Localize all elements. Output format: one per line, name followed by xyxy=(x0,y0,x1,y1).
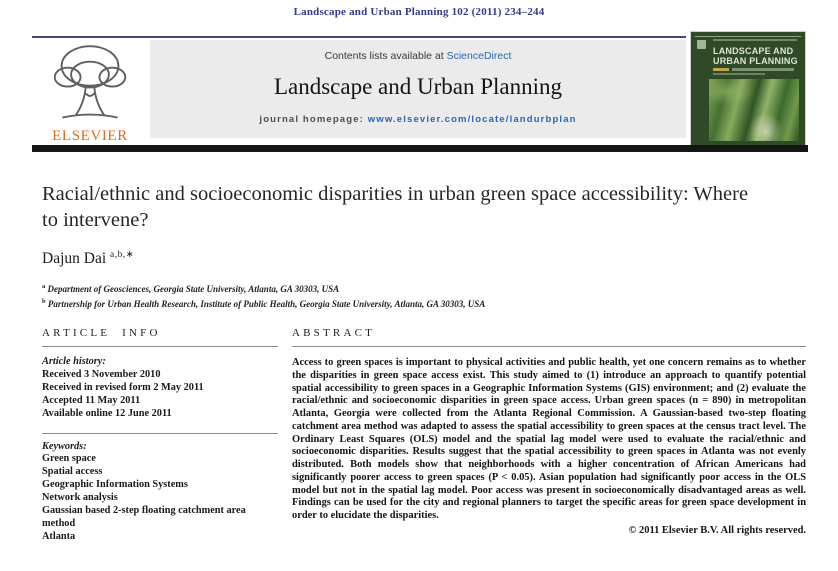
affiliation-b xyxy=(42,296,485,311)
article-info-rule xyxy=(42,346,278,347)
contents-prefix: Contents lists available at xyxy=(324,50,447,62)
affiliation-b-mark: b xyxy=(42,297,46,305)
article-history-label: Article history: xyxy=(42,356,106,367)
info-abstract-section xyxy=(42,327,806,544)
abstract-rule xyxy=(292,346,806,347)
homepage-line xyxy=(150,114,686,125)
article-info-column xyxy=(42,327,278,544)
article-info-heading: ARTICLE INFO xyxy=(42,327,161,339)
affiliation-a xyxy=(42,281,485,296)
sciencedirect-link[interactable]: ScienceDirect xyxy=(446,50,512,62)
keyword-item: Gaussian based 2-step floating catchment area method xyxy=(42,505,246,529)
keywords-block xyxy=(42,441,278,544)
copyright-line: © 2011 Elsevier B.V. All rights reserved. xyxy=(628,524,806,536)
cover-top-rule xyxy=(695,36,801,37)
author-line xyxy=(42,249,134,268)
keywords-rule xyxy=(42,433,278,434)
history-available-online: Available online 12 June 2011 xyxy=(42,407,172,419)
cover-title-line1: LANDSCAPE AND xyxy=(713,46,794,56)
journal-title: Landscape and Urban Planning xyxy=(273,74,563,99)
keyword-item: Green space xyxy=(42,453,96,465)
history-accepted: Accepted 11 May 2011 xyxy=(42,394,141,406)
cover-title-line2: URBAN PLANNING xyxy=(713,55,798,66)
running-head-citation: Landscape and Urban Planning 102 (2011) 234–244 xyxy=(293,6,545,18)
affiliations-block xyxy=(42,281,485,310)
homepage-prefix: journal homepage: xyxy=(259,114,368,125)
keyword-item: Geographic Information Systems xyxy=(42,479,188,491)
author-affiliation-marks[interactable]: a,b,∗ xyxy=(110,250,135,260)
journal-cover-thumbnail xyxy=(690,31,806,148)
cover-publisher-emblem-icon xyxy=(697,40,706,49)
cover-subtitle-accent-bar xyxy=(713,68,729,71)
affiliation-a-text: Department of Geosciences, Georgia State University, Atlanta, GA 30303, USA xyxy=(47,284,340,294)
contents-line xyxy=(150,50,686,62)
header-top-rule xyxy=(32,36,686,38)
keyword-item: Spatial access xyxy=(42,466,103,478)
cover-volume-bar xyxy=(713,39,797,41)
journal-homepage-link[interactable]: www.elsevier.com/locate/landurbplan xyxy=(367,114,577,125)
keywords-label: Keywords: xyxy=(42,440,87,452)
affiliation-b-text: Partnership for Urban Health Research, Institute of Public Health, Georgia State University, Atlanta, GA 30303, USA xyxy=(47,298,486,309)
cover-title xyxy=(713,47,803,66)
abstract-heading: ABSTRACT xyxy=(292,327,376,339)
journal-banner xyxy=(150,40,686,138)
history-received: Received 3 November 2010 xyxy=(42,368,161,380)
history-revised: Received in revised form 2 May 2011 xyxy=(42,381,204,393)
article-history-block xyxy=(42,356,278,421)
elsevier-wordmark: ELSEVIER xyxy=(52,128,128,144)
cover-subtitle-bar2 xyxy=(713,73,765,75)
author-name: Dajun Dai xyxy=(42,250,107,268)
affiliation-a-mark: a xyxy=(42,283,46,290)
header-divider-bar xyxy=(32,145,808,152)
cover-subtitle-bar xyxy=(732,68,794,71)
abstract-column xyxy=(292,327,806,544)
elsevier-logo xyxy=(32,40,148,146)
keyword-item: Network analysis xyxy=(42,492,118,504)
keyword-item: Atlanta xyxy=(42,530,76,542)
abstract-text: Access to green spaces is important to physical activities and public health, yet one concern remains as to whether the disparities in green space access exist. This study aimed to (1) introduce an approach to quantify potential spatial accessibility to green spaces in a Geographic Information Systems (GIS) environment; and (2) evaluate the racial/ethnic and socioeconomic disparities in green space access. Urban green spaces (n = 890) in metropolitan Atlanta, Georgia were collected from the Atlanta Regional Commission. A Gaussian-based two-step floating catchment area method was adapted to assess the spatial accessibility to green spaces at the census tract level. The Ordinary Least Squares (OLS) model and the spatial lag model were used to evaluate the racial/ethnic and socioeconomic disparities. Results suggest that the spatial accessibility to green spaces in Atlanta was not evenly distributed. Both models show that neighborhoods with a higher concentration of African Americans had significantly poorer access to green spaces (P < 0.05). Asian population had significantly poor access in the OLS model but not in the spatial lag model. Poor access was present in socioeconomically disadvantaged areas as well. Findings can be used for the city and regional planners to target the specific areas for green space development in order to elucidate the disparities. xyxy=(292,357,806,521)
elsevier-tree-icon xyxy=(32,40,148,128)
article-title: Racial/ethnic and socioeconomic disparities in urban green space accessibility: Where to intervene? xyxy=(42,183,749,231)
cover-forest-photo xyxy=(709,79,799,141)
